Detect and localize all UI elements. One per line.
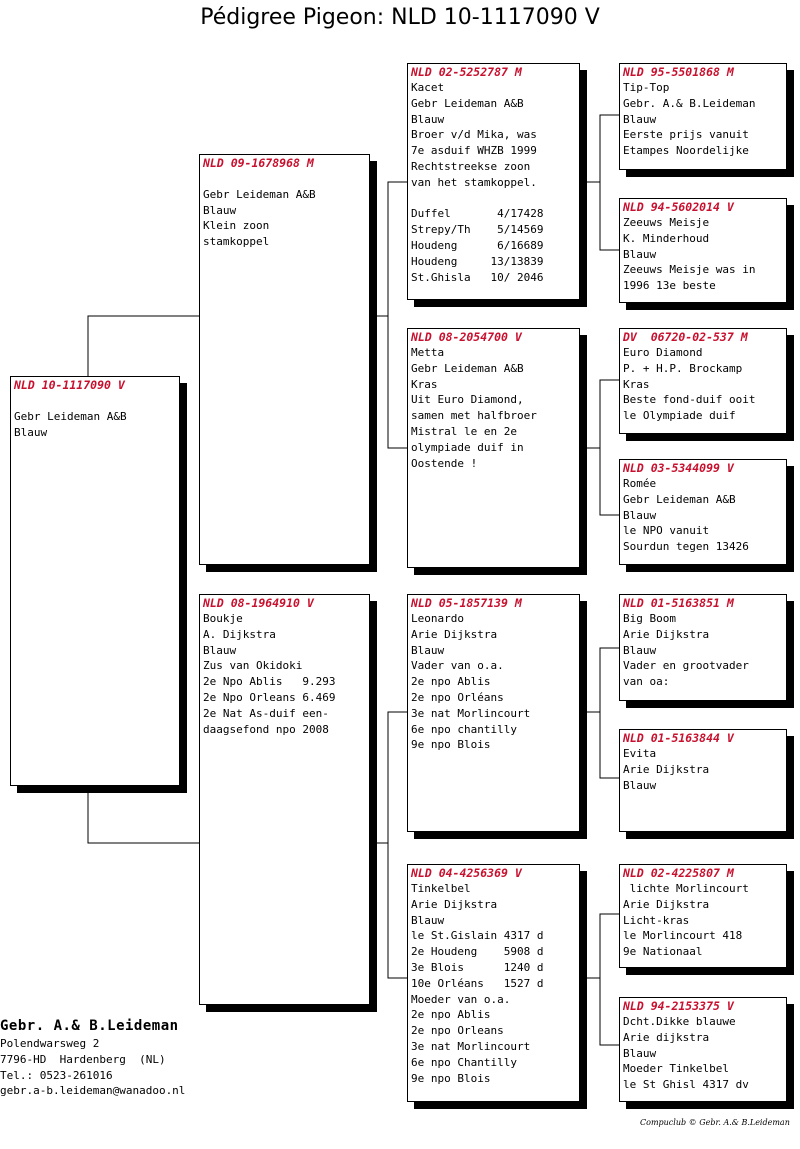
pigeon-details [623, 746, 783, 793]
detail-line: Beste fond-duif ooit [623, 393, 756, 407]
ring-number: NLD 01-5163844 V [623, 731, 734, 745]
pigeon-card-dam [199, 594, 370, 1005]
detail-line: Gebr Leideman A&B [411, 361, 524, 375]
detail-line: samen met halfbroer [411, 409, 537, 423]
detail-line: le St.Gislain 4317 d [411, 929, 544, 943]
detail-line: Arie Dijkstra [411, 897, 498, 911]
pigeon-details [623, 1014, 783, 1093]
detail-line: Blauw [203, 203, 237, 217]
detail-line: Arie Dijkstra [623, 762, 710, 776]
pigeon-card-sire [199, 154, 370, 565]
ring-number: NLD 09-1678968 M [203, 156, 314, 170]
detail-line: le Olympiade duif [623, 409, 736, 423]
detail-line: Tinkelbel [411, 882, 471, 895]
pigeon-details [411, 80, 576, 285]
detail-line: Rechtstreekse zoon [411, 159, 531, 173]
detail-line: Leonardo [411, 612, 464, 625]
detail-line: Blauw [411, 643, 445, 657]
pigeon-card-dds [619, 864, 787, 968]
breeder-info [0, 1016, 185, 1099]
pigeon-card-sds [619, 328, 787, 434]
connector-ss [580, 115, 619, 250]
detail-line: 10e Orléans 1527 d [411, 976, 544, 990]
detail-line: Blauw [14, 425, 48, 439]
ring-number: NLD 95-5501868 M [623, 65, 734, 79]
ring-number: NLD 08-2054700 V [411, 330, 522, 344]
detail-line: 2e npo Ablis [411, 1008, 491, 1022]
ring-number: NLD 04-4256369 V [411, 866, 522, 880]
detail-line: Moeder van o.a. [411, 992, 511, 1006]
ring-number: NLD 02-4225807 M [623, 866, 734, 880]
detail-line: Metta [411, 346, 445, 359]
detail-line: 2e npo Orleans [411, 1024, 504, 1038]
connector-dd [580, 914, 619, 1045]
ring-number: NLD 01-5163851 M [623, 596, 734, 610]
detail-line [14, 393, 176, 409]
pigeon-card-dsd [619, 729, 787, 832]
ring-number: NLD 94-5602014 V [623, 200, 734, 214]
pigeon-details [623, 476, 783, 555]
pigeon-details [203, 611, 366, 737]
detail-line: Blauw [623, 778, 657, 792]
detail-line: Tel.: 0523-261016 [0, 1068, 113, 1082]
detail-line: Gebr Leideman A&B [203, 187, 316, 201]
detail-line: 2e Npo Ablis 9.293 [203, 675, 336, 689]
pigeon-details [411, 881, 576, 1086]
pigeon-card-dam-dam [407, 864, 580, 1102]
detail-line: Kras [623, 377, 650, 391]
detail-line: 2e npo Orléans [411, 690, 504, 704]
breeder-name: Gebr. A.& B.Leideman [0, 1018, 179, 1034]
detail-line: Broer v/d Mika, was [411, 128, 537, 142]
detail-line: Boukje [203, 612, 243, 625]
detail-line: Sourdun tegen 13426 [623, 540, 749, 554]
breeder-address [0, 1036, 185, 1099]
ring-number: NLD 03-5344099 V [623, 461, 734, 475]
detail-line: le St Ghisl 4317 dv [623, 1078, 749, 1092]
detail-line: Tip-Top [623, 81, 670, 94]
detail-line: Blauw [411, 913, 445, 927]
detail-line: P. + H.P. Brockamp [623, 361, 743, 375]
detail-line: St.Ghisla 10/ 2046 [411, 270, 544, 284]
detail-line: le NPO vanuit [623, 524, 710, 538]
detail-line: Arie Dijkstra [623, 627, 710, 641]
detail-line [203, 171, 366, 187]
detail-line: Blauw [203, 643, 237, 657]
detail-line: van het stamkoppel. [411, 175, 537, 189]
detail-line: Gebr Leideman A&B [14, 409, 127, 423]
detail-line: 3e Blois 1240 d [411, 960, 544, 974]
pigeon-details [623, 80, 783, 159]
connector-sire [370, 182, 407, 448]
pigeon-details [623, 215, 783, 294]
detail-line: van oa: [623, 675, 670, 689]
pigeon-card-sss [619, 63, 787, 170]
detail-line: Duffel 4/17428 [411, 207, 544, 221]
detail-line [411, 191, 576, 207]
detail-line: 9e npo Blois [411, 1071, 491, 1085]
detail-line: Vader van o.a. [411, 659, 504, 673]
detail-line: Blauw [623, 508, 657, 522]
detail-line: 2e Houdeng 5908 d [411, 945, 544, 959]
pigeon-details [411, 345, 576, 471]
detail-line: Licht-kras [623, 913, 690, 927]
detail-line: Gebr Leideman A&B [623, 492, 736, 506]
detail-line: 6e npo Chantilly [411, 1055, 517, 1069]
detail-line: Zeeuws Meisje was in [623, 263, 756, 277]
detail-line: A. Dijkstra [203, 627, 276, 641]
detail-line: Blauw [623, 247, 657, 261]
detail-line: 7e asduif WHZB 1999 [411, 144, 537, 158]
detail-line: 6e npo chantilly [411, 722, 517, 736]
detail-line: lichte Morlincourt [623, 882, 749, 895]
pigeon-card-root [10, 376, 180, 786]
ring-number: NLD 94-2153375 V [623, 999, 734, 1013]
detail-line: Blauw [623, 112, 657, 126]
detail-line: olympiade duif in [411, 440, 524, 454]
detail-line: Kacet [411, 81, 445, 94]
detail-line: Mistral le en 2e [411, 424, 517, 438]
ring-number: NLD 05-1857139 M [411, 596, 522, 610]
detail-line: Arie Dijkstra [623, 897, 710, 911]
detail-line: daagsefond npo 2008 [203, 722, 329, 736]
detail-line: 9e Nationaal [623, 945, 703, 959]
detail-line: 3e nat Morlincourt [411, 1039, 531, 1053]
detail-line: 7796-HD Hardenberg (NL) [0, 1052, 166, 1066]
detail-line: Strepy/Th 5/14569 [411, 223, 544, 237]
connector-sd [580, 380, 619, 515]
detail-line: Arie dijkstra [623, 1030, 710, 1044]
pigeon-details [623, 881, 783, 960]
detail-line: Polendwarsweg 2 [0, 1037, 100, 1050]
detail-line: 2e npo Ablis [411, 675, 491, 689]
ring-number: NLD 02-5252787 M [411, 65, 522, 79]
connector-dam [370, 712, 407, 978]
detail-line: Zeeuws Meisje [623, 216, 710, 229]
page-title: Pédigree Pigeon: NLD 10-1117090 V [200, 5, 600, 30]
detail-line: 2e Nat As-duif een- [203, 706, 329, 720]
detail-line: Romée [623, 477, 657, 490]
detail-line: 3e nat Morlincourt [411, 706, 531, 720]
ring-number: NLD 10-1117090 V [14, 378, 125, 392]
detail-line: Evita [623, 747, 657, 760]
detail-line: Klein zoon [203, 219, 270, 233]
pigeon-details [14, 393, 176, 440]
pigeon-card-ddd [619, 997, 787, 1102]
detail-line: Houdeng 6/16689 [411, 238, 544, 252]
connector-ds [580, 648, 619, 778]
pigeon-card-ssd [619, 198, 787, 303]
pigeon-details [623, 345, 783, 424]
detail-line: Gebr Leideman A&B [411, 96, 524, 110]
detail-line: Zus van Okidoki [203, 659, 303, 673]
detail-line: Etampes Noordelijke [623, 144, 749, 158]
detail-line: Eerste prijs vanuit [623, 128, 749, 142]
detail-line: Vader en grootvader [623, 659, 749, 673]
detail-line: Gebr. A.& B.Leideman [623, 96, 756, 110]
detail-line: Moeder Tinkelbel [623, 1062, 729, 1076]
pigeon-details [411, 611, 576, 753]
detail-line: gebr.a-b.leideman@wanadoo.nl [0, 1084, 186, 1098]
pigeon-card-sire-dam [407, 328, 580, 568]
detail-line: Blauw [623, 1046, 657, 1060]
detail-line: 1996 13e beste [623, 279, 716, 293]
pigeon-card-sdd [619, 459, 787, 565]
pigeon-card-sire-sire [407, 63, 580, 300]
ring-number: DV 06720-02-537 M [623, 330, 748, 344]
detail-line: 9e npo Blois [411, 738, 491, 752]
detail-line: Euro Diamond [623, 346, 703, 359]
detail-line: Houdeng 13/13839 [411, 254, 544, 268]
pigeon-details [203, 171, 366, 250]
detail-line: Oostende ! [411, 456, 478, 470]
detail-line: 2e Npo Orleans 6.469 [203, 690, 336, 704]
detail-line: Uit Euro Diamond, [411, 393, 524, 407]
detail-line: K. Minderhoud [623, 231, 710, 245]
detail-line: Arie Dijkstra [411, 627, 498, 641]
detail-line: le Morlincourt 418 [623, 929, 743, 943]
pigeon-card-dss [619, 594, 787, 701]
detail-line: Big Boom [623, 612, 676, 625]
ring-number: NLD 08-1964910 V [203, 596, 314, 610]
footer-credit: Compuclub © Gebr. A.& B.Leideman [640, 1118, 790, 1127]
detail-line: stamkoppel [203, 235, 270, 249]
pigeon-card-dam-sire [407, 594, 580, 832]
detail-line: Blauw [623, 643, 657, 657]
detail-line: Dcht.Dikke blauwe [623, 1015, 736, 1028]
detail-line: Kras [411, 377, 438, 391]
pigeon-details [623, 611, 783, 690]
detail-line: Blauw [411, 112, 445, 126]
